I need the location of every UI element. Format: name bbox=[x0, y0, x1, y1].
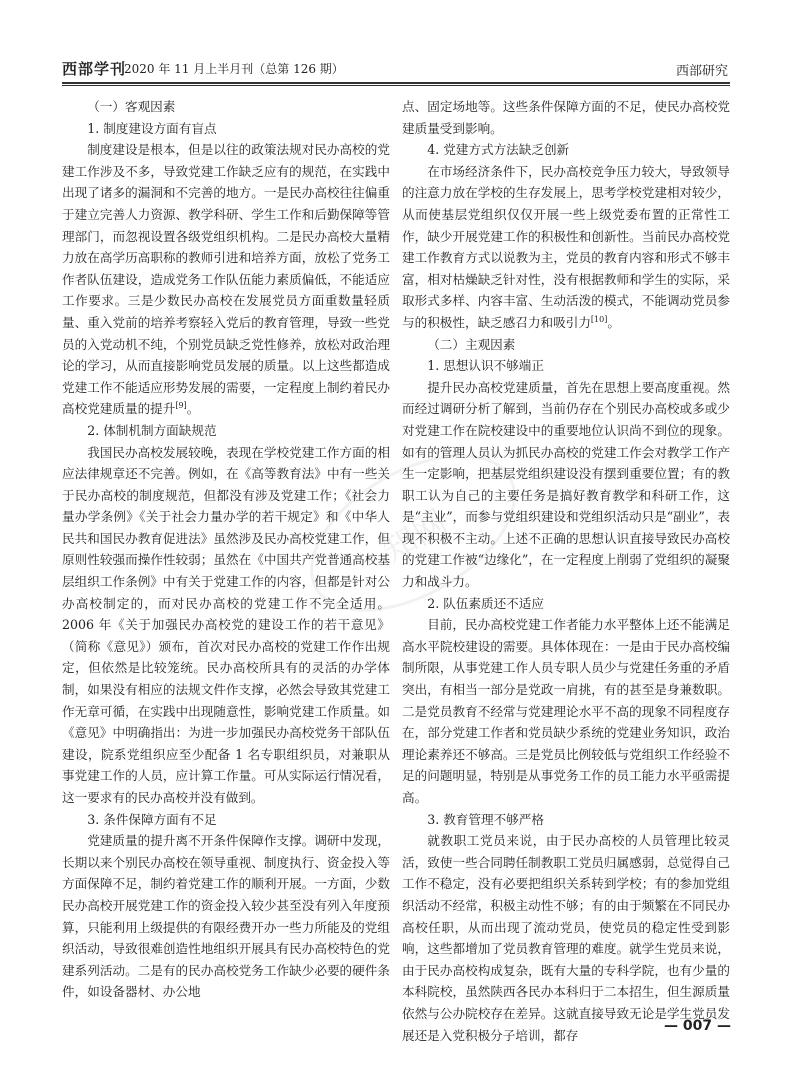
body-paragraph bbox=[62, 442, 390, 809]
subsection-heading bbox=[402, 355, 730, 377]
right-column bbox=[402, 96, 730, 1046]
citation-ref: [10] bbox=[590, 314, 608, 324]
paragraph-text: 1. 思想认识不够端正 bbox=[427, 358, 544, 374]
watermark-seal: 知网 bbox=[284, 422, 543, 644]
paragraph-text: 制度建设是根本，但是以往的政策法规对民办高校的党建工作涉及不多，导致党建工作缺乏应有的规范，在实践中出现了诸多的漏洞和不完善的地方。一是民办高校往往偏重于建立完善人力资源、教学科研、学生工作和后勤保障等管理部门，而忽视设置各级党组织机构。二是民办高校大量精力放在高学历高职称的教师引进和培养方面，放松了党务工作者队伍建设，造成党务工作队伍能力素质偏低，不能适应工作要求。三是少数民办高校在发展党员方面重数量轻质量、重入党前的培养考察轻入党后的教育管理，导致一些党员的入党动机不纯，个别党员缺乏党性修养，放松对政治理论的学习，从而直接影响党员发展的质量。以上这些都造成党建工作不能适应形势发展的需要，一定程度上制约着民办高校党建质量的提升 bbox=[62, 142, 390, 417]
section-title: 西部研究 bbox=[675, 64, 728, 79]
body-paragraph bbox=[62, 139, 390, 420]
paragraph-text: 2. 体制机制方面缺规范 bbox=[87, 422, 217, 438]
body-paragraph bbox=[402, 614, 730, 808]
subsection-heading bbox=[62, 420, 390, 442]
header-divider bbox=[62, 82, 730, 84]
subsection-heading bbox=[402, 809, 730, 831]
page-number: — 007 — bbox=[664, 1018, 731, 1034]
header-divider-thin bbox=[62, 85, 730, 86]
body-paragraph bbox=[402, 830, 730, 1046]
paragraph-text: 就教职工党员来说，由于民办高校的人员管理比较灵活，致使一些合同聘任制教职工党员归属感弱，总觉得自己工作不稳定，没有必要把组织关系转到学校；有的参加党组织活动不经常，积极主动性不够；有的由于频繁在不同民办高校任职，从而出现了流动党员，使党员的稳定性受到影响，这些都增加了党员教育管理的难度。就学生党员来说，由于民办高校构成复杂，既有大量的专科学院，也有少量的本科院校，虽然陕西各民办本科归于二本招生，但生源质量依然与公办院校存在差异。这就直接导致无论是学生党员发展还是入党积极分子培训，都存 bbox=[402, 833, 730, 1043]
subsection-heading bbox=[402, 139, 730, 161]
citation-ref: [9] bbox=[175, 401, 187, 411]
subsection-heading bbox=[402, 593, 730, 615]
paragraph-text: 我国民办高校发展较晚，表现在学校党建工作方面的相应法律规章还不完善。例如，在《高等教育法》中有一些关于民办高校的制度规范，但都没有涉及党建工作；《社会力量办学条例》《关于社会力量办学的若干规定》和《中华人民共和国民办教育促进法》虽然涉及民办高校党建工作，但原则性较强而操作性较弱；虽然在《中国共产党普通高校基层组织工作条例》中有关于党建工作的内容，但都是针对公办高校制定的，而对民办高校的党建工作不完全适用。2006 年《关于加强民办高校党的建设工作的若干意见》（简称《意见》）颁布，首次对民办高校的党建工作作出规定，但依然是比较笼统。民办高校所具有的灵活的办学体制，如果没有相应的法规文件作支撑，必然会导致其党建工作无章可循，在实践中出现随意性，影响党建工作质量。如《意见》中明确指出：为进一步加强民办高校党务干部队伍建设，院系党组织应至少配备 1 名专职组织员，对兼职从事党建工作的人员，应计算工作量。可从实际运行情况看，这一要求有的民办高校并没有做到。 bbox=[62, 444, 390, 805]
section-heading bbox=[62, 96, 390, 118]
paragraph-text: 3. 条件保障方面有不足 bbox=[87, 811, 217, 827]
body-paragraph bbox=[402, 161, 730, 334]
issue-info: 2020 年 11 月上半月刊（总第 126 期） bbox=[124, 62, 344, 76]
paragraph-tail: 。 bbox=[607, 314, 620, 330]
body-paragraph bbox=[402, 96, 730, 139]
paragraph-text: （一）客观因素 bbox=[87, 99, 176, 114]
paragraph-text: 点、固定场地等。这些条件保障方面的不足，使民办高校党建质量受到影响。 bbox=[402, 99, 730, 136]
left-column bbox=[62, 96, 390, 1003]
paragraph-text: （二）主观因素 bbox=[427, 336, 516, 352]
subsection-heading bbox=[62, 118, 390, 140]
paragraph-text: 党建质量的提升离不开条件保障作支撑。调研中发现，长期以来个别民办高校在领导重视、制度执行、资金投入等方面保障不足，制约着党建工作的顺利开展。一方面，少数民办高校开展党建工作的资金投入较少甚至没有列入年度预算，只能利用上级提供的有限经费开办一些力所能及的党组织活动，导致很难创造性地组织开展具有民办高校特色的党建系列活动。二是有的民办高校党务工作缺少必要的硬件条件，如设备器材、办公地 bbox=[62, 833, 390, 1000]
paragraph-text: 4. 党建方式方法缺乏创新 bbox=[427, 142, 570, 158]
paragraph-tail: 。 bbox=[186, 401, 200, 417]
body-paragraph bbox=[402, 377, 730, 593]
paragraph-text: 3. 教育管理不够严格 bbox=[427, 811, 544, 827]
paragraph-text: 提升民办高校党建质量，首先在思想上要高度重视。然而经过调研分析了解到，当前仍存在个别民办高校或多或少对党建工作在院校建设中的重要地位认识尚不到位的现象。如有的管理人员认为抓民办高校的党建工作会对教学工作产生一定影响，把基层党组织建设没有摆到重要位置；有的教职工认为自己的主要任务是搞好教育教学和科研工作，这是“主业”，而参与党组织建设和党组织活动只是“副业”，表现不积极不主动。上述不正确的思想认识直接导致民办高校的党建工作被“边缘化”，在一定程度上削弱了党组织的凝聚力和战斗力。 bbox=[402, 379, 731, 590]
paragraph-text: 2. 队伍素质还不适应 bbox=[427, 595, 544, 611]
subsection-heading bbox=[62, 809, 390, 831]
paragraph-text: 1. 制度建设方面有盲点 bbox=[87, 120, 217, 136]
page-header bbox=[62, 58, 730, 80]
paragraph-text: 在市场经济条件下，民办高校竞争压力较大，导致领导的注意力放在学校的生存发展上，思考学校党建相对较少，从而使基层党组织仅仅开展一些上级党委布置的正常性工作，缺少开展党建工作的积极性和创新性。当前民办高校党建工作教育方式以说教为主，党员的教育内容和形式不够丰富，相对枯燥缺乏针对性，没有根据教师和学生的实际，采取形式多样、内容丰富、生动活泼的模式，不能调动党员参与的积极性，缺乏感召力和吸引力 bbox=[402, 163, 730, 330]
body-paragraph bbox=[62, 830, 390, 1003]
journal-logo: 西部学刊 bbox=[62, 60, 127, 78]
section-heading bbox=[402, 334, 730, 356]
paragraph-text: 目前，民办高校党建工作者能力水平整体上还不能满足高水平院校建设的需要。具体体现在：一是由于民办高校编制所限，从事党建工作人员专职人员少与党建任务重的矛盾突出，有相当一部分是党政一肩挑，有的甚至是身兼数职。二是党员教育不经常与党建理论水平不高的现象不同程度存在，部分党建工作者和党员缺少系统的党建业务知识，政治理论素养还不够高。三是党员比例较低与党组织工作经验不足的问题明显，特别是从事党务工作的员工能力水平亟需提高。 bbox=[402, 617, 730, 805]
